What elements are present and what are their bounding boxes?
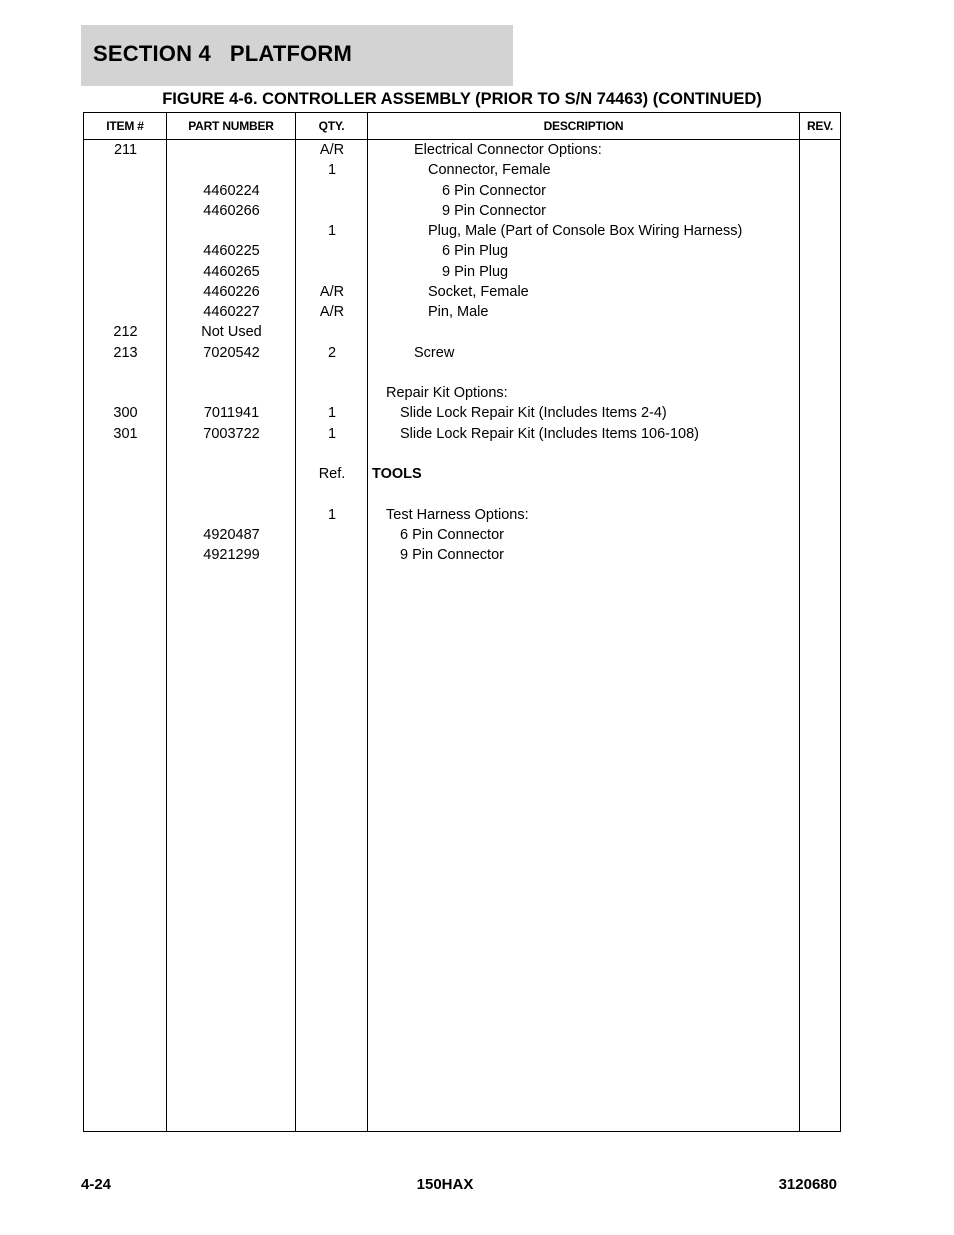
header-item: ITEM #	[106, 119, 144, 133]
header-rev: REV.	[806, 119, 834, 133]
row-part-number: 4921299	[203, 547, 260, 563]
row-description: 9 Pin Plug	[442, 263, 509, 280]
row-quantity: A/R	[319, 304, 345, 320]
row-item-number: 301	[113, 425, 138, 442]
header-part-number: PART NUMBER	[188, 119, 274, 133]
row-quantity: Ref.	[318, 466, 346, 482]
row-item-number: 212	[113, 324, 138, 341]
row-part-number: 7020542	[203, 344, 260, 361]
parts-table	[83, 112, 841, 1132]
row-part-number: 4460225	[203, 243, 260, 260]
footer-model: 150HAX	[416, 1176, 474, 1193]
row-description: Socket, Female	[428, 283, 529, 300]
column-divider	[799, 113, 800, 1131]
row-description: Repair Kit Options:	[386, 385, 508, 401]
row-part-number: 4460226	[203, 283, 260, 300]
row-part-number: 4460266	[203, 202, 260, 219]
header-qty: QTY.	[318, 119, 345, 133]
row-quantity: 1	[327, 223, 337, 239]
section-title: SECTION 4 PLATFORM	[93, 41, 353, 66]
row-description: Screw	[414, 344, 455, 361]
row-description: TOOLS	[372, 466, 422, 482]
row-description: Slide Lock Repair Kit (Includes Items 2-4)	[400, 405, 667, 422]
row-description: 9 Pin Connector	[400, 547, 504, 563]
row-quantity: A/R	[319, 142, 345, 158]
row-part-number: 7003722	[203, 425, 260, 442]
row-part-number: 4920487	[203, 526, 260, 543]
figure-title: FIGURE 4-6. CONTROLLER ASSEMBLY (PRIOR TO S/N 74463) (CONTINUED)	[162, 90, 762, 108]
row-quantity: 1	[327, 506, 337, 523]
row-item-number: 211	[113, 142, 138, 158]
row-quantity: 1	[327, 405, 337, 422]
row-quantity: A/R	[319, 283, 345, 300]
row-item-number: 300	[113, 405, 138, 422]
row-description: 6 Pin Connector	[442, 182, 546, 199]
row-description: Slide Lock Repair Kit (Includes Items 106-108)	[400, 425, 700, 442]
section-header	[81, 25, 513, 86]
row-part-number: 4460224	[203, 182, 260, 199]
row-description: Plug, Male (Part of Console Box Wiring Harness)	[428, 223, 743, 239]
row-description: Electrical Connector Options:	[414, 142, 602, 158]
row-quantity: 1	[327, 162, 337, 179]
row-quantity: 2	[327, 344, 337, 361]
row-description: Pin, Male	[428, 304, 489, 320]
footer-page-number: 4-24	[81, 1176, 112, 1193]
header-description: DESCRIPTION	[543, 119, 624, 133]
row-part-number: 4460265	[203, 263, 260, 280]
row-description: 6 Pin Plug	[442, 243, 509, 260]
footer-doc-number: 3120680	[778, 1176, 837, 1193]
row-quantity: 1	[327, 425, 337, 442]
row-item-number: 213	[113, 344, 138, 361]
row-part-number: 7011941	[203, 405, 260, 422]
column-divider	[367, 113, 368, 1131]
row-part-number: Not Used	[201, 324, 262, 341]
row-description: Connector, Female	[428, 162, 551, 179]
row-description: Test Harness Options:	[386, 506, 529, 523]
row-part-number: 4460227	[203, 304, 260, 320]
row-description: 9 Pin Connector	[442, 202, 546, 219]
row-description: 6 Pin Connector	[400, 526, 504, 543]
